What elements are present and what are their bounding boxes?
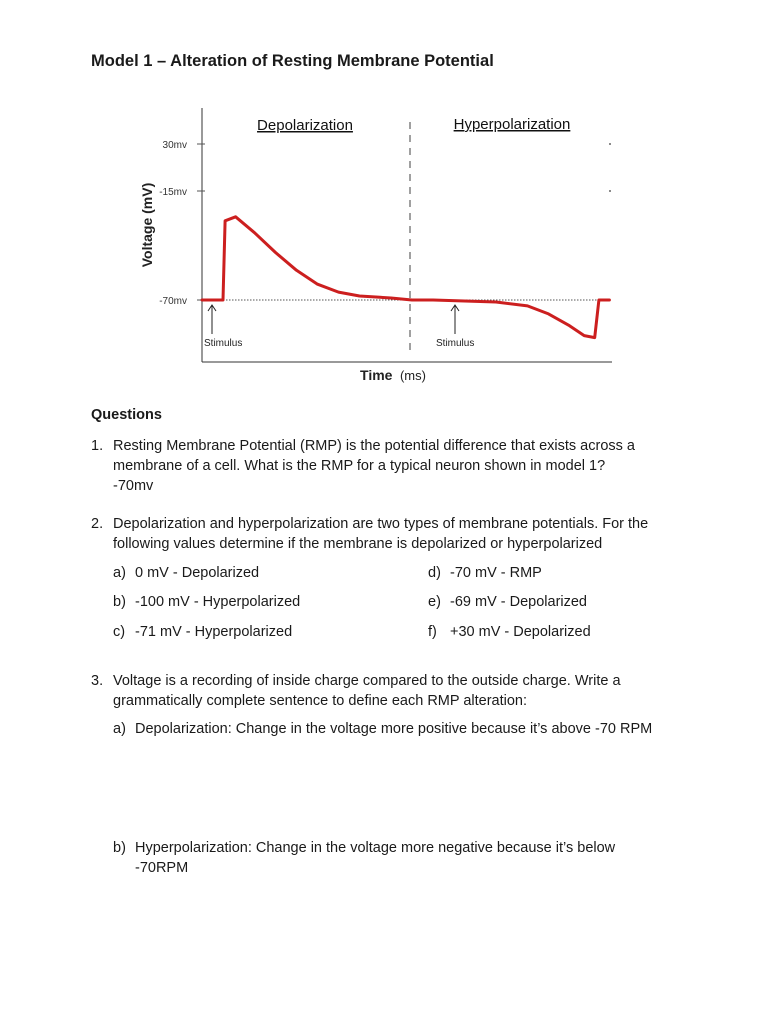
option-label: a) <box>113 565 126 581</box>
question-text: Voltage is a recording of inside charge compared to the outside charge. Write a grammatically complete sentence to define each RMP alteration: <box>113 673 621 709</box>
question-number: 2. <box>91 516 104 532</box>
question-number: 1. <box>91 438 104 454</box>
y-axis-label: Voltage (mV) <box>139 182 155 268</box>
option-label: b) <box>113 594 126 610</box>
panel-title-hyperpolarization: Hyperpolarization <box>453 116 571 133</box>
option-label: f) <box>428 624 437 640</box>
question-text: Resting Membrane Potential (RMP) is the potential difference that exists across a membrane of a cell. What is the RMP for a typical neuron shown in model 1? <box>113 438 635 474</box>
option-f <box>428 622 591 642</box>
answer-3b <box>113 838 658 878</box>
chart-svg <box>0 0 768 400</box>
voltage-trace-line <box>202 217 609 338</box>
stimulus-label: Stimulus <box>436 338 475 349</box>
question-2 <box>91 514 691 554</box>
x-axis-label <box>360 367 426 384</box>
y-tick-label-30: 30mv <box>162 140 187 151</box>
question-1 <box>91 436 691 496</box>
questions-heading: Questions <box>91 407 162 423</box>
right-tick-dot <box>609 143 611 145</box>
stimulus-arrow-icon <box>208 305 216 334</box>
question-3 <box>91 671 691 711</box>
option-text: 0 mV - Depolarized <box>135 565 260 581</box>
option-text: -100 mV - Hyperpolarized <box>135 594 301 610</box>
sub-label: b) <box>113 840 126 856</box>
option-label: e) <box>428 594 441 610</box>
x-axis-label-unit: (ms) <box>399 368 426 383</box>
x-axis-label-main: Time <box>360 367 393 383</box>
option-text: -69 mV - Depolarized <box>450 594 587 610</box>
option-d <box>428 563 542 583</box>
option-c <box>113 622 292 642</box>
option-label: c) <box>113 624 126 640</box>
stimulus-label: Stimulus <box>204 338 243 349</box>
option-a <box>113 563 259 583</box>
answer-3a <box>113 719 673 739</box>
option-b <box>113 592 300 612</box>
question-text: Depolarization and hyperpolarization are two types of membrane potentials. For the following values determine if the membrane is depolarized or hyperpolarized <box>113 516 649 552</box>
stimulus-arrow-icon <box>451 305 459 334</box>
option-text: +30 mV - Depolarized <box>450 624 591 640</box>
option-text: -71 mV - Hyperpolarized <box>135 624 293 640</box>
answer-text: Hyperpolarization: Change in the voltage more negative because it’s below -70RPM <box>135 840 616 876</box>
option-text: -70 mV - RMP <box>450 565 542 581</box>
sub-label: a) <box>113 721 126 737</box>
right-tick-dot <box>609 190 611 192</box>
membrane-potential-chart <box>0 0 768 400</box>
option-label: d) <box>428 565 441 581</box>
y-tick-label-neg70: -70mv <box>159 296 187 307</box>
document-title: Model 1 – Alteration of Resting Membrane Potential <box>91 52 494 70</box>
answer-text: -70mv <box>113 478 154 494</box>
panel-title-depolarization: Depolarization <box>257 117 353 134</box>
answer-text: Depolarization: Change in the voltage more positive because it’s above -70 RPM <box>135 721 653 737</box>
question-number: 3. <box>91 673 104 689</box>
y-tick-label-neg15: -15mv <box>159 187 187 198</box>
option-e <box>428 592 587 612</box>
